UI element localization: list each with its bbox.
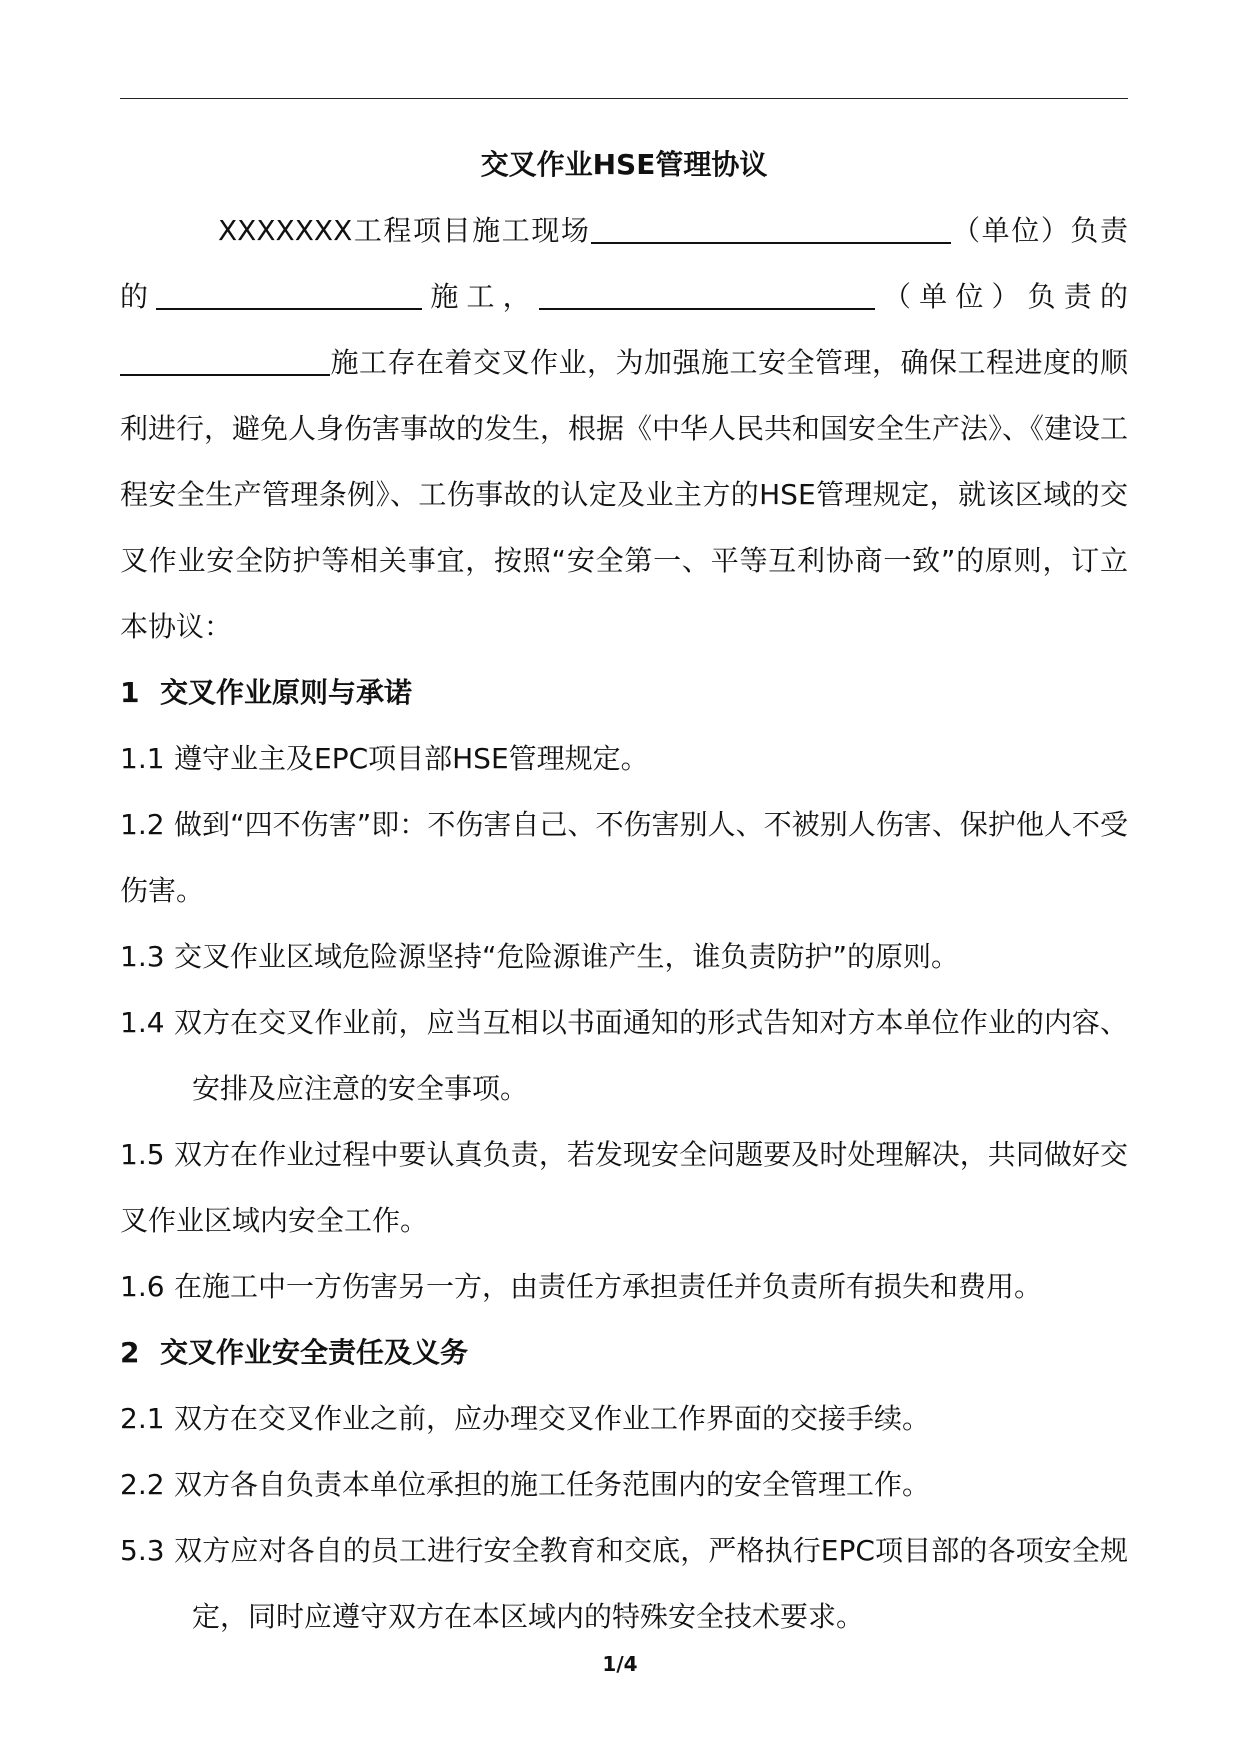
item-number: 1.5	[120, 1138, 165, 1171]
list-item	[120, 924, 1128, 990]
work-blank-1[interactable]	[156, 278, 422, 310]
work-blank-2[interactable]	[120, 344, 330, 376]
item-text: 双方在交叉作业之前，应办理交叉作业工作界面的交接手续。	[174, 1402, 931, 1435]
item-number: 1.4	[120, 1006, 165, 1039]
unit-blank-2[interactable]	[539, 278, 875, 310]
section-title: 交叉作业安全责任及义务	[160, 1336, 469, 1369]
document-body	[120, 140, 1128, 1650]
document-title: 交叉作业HSE管理协议	[480, 148, 768, 181]
item-text: 在施工中一方伤害另一方，由责任方承担责任并负责所有损失和费用。	[174, 1270, 1043, 1303]
list-item	[120, 726, 1128, 792]
intro-paragraph	[120, 198, 1128, 660]
intro-text-4: （单位）负责的	[874, 280, 1128, 313]
section-heading	[120, 660, 1128, 726]
section-number: 1	[120, 676, 140, 709]
intro-text-2: （单位）负责的	[120, 214, 1128, 313]
item-text: 遵守业主及EPC项目部HSE管理规定。	[174, 742, 649, 775]
intro-text-1: XXXXXXX工程项目施工现场	[218, 214, 591, 247]
total-pages: 4	[623, 1652, 638, 1676]
list-item	[120, 1122, 1128, 1254]
header-rule	[120, 98, 1128, 99]
unit-blank-1[interactable]	[591, 212, 951, 244]
list-item	[120, 792, 1128, 924]
item-number: 1.6	[120, 1270, 165, 1303]
current-page: 1	[602, 1652, 617, 1676]
item-text: 交叉作业区域危险源坚持“危险源谁产生，谁负责防护”的原则。	[174, 940, 960, 973]
intro-text-5: 施工存在着交叉作业，为加强施工安全管理，确保工程进度的顺利进行，避免人身伤害事故的发生，根据《中华人民共和国安全生产法》、《建设工程安全生产管理条例》、工伤事故的认定及业主方的HSE管理规定，就该区域的交叉作业安全防护等相关事宜，按照“安全第一、平等互利协商一致”的原则，订立本协议：	[120, 346, 1129, 643]
section-number: 2	[120, 1336, 140, 1369]
item-number: 2.1	[120, 1402, 165, 1435]
item-number: 1.3	[120, 940, 165, 973]
intro-text-3: 施工，	[422, 280, 539, 313]
list-item	[120, 1254, 1128, 1320]
item-text: 双方在交叉作业前，应当互相以书面通知的形式告知对方本单位作业的内容、安排及应注意的安全事项。	[174, 1006, 1128, 1105]
item-number: 1.1	[120, 742, 165, 775]
item-number: 5.3	[120, 1534, 165, 1567]
item-text: 双方各自负责本单位承担的施工任务范围内的安全管理工作。	[174, 1468, 931, 1501]
list-item	[120, 1518, 1128, 1650]
list-item	[120, 990, 1128, 1122]
page-number	[0, 1652, 1240, 1676]
section-heading	[120, 1320, 1128, 1386]
section-title: 交叉作业原则与承诺	[160, 676, 413, 709]
page-separator: /	[616, 1652, 624, 1676]
item-text: 双方在作业过程中要认真负责，若发现安全问题要及时处理解决，共同做好交叉作业区域内安全工作。	[120, 1138, 1128, 1237]
list-item	[120, 1452, 1128, 1518]
item-number: 2.2	[120, 1468, 165, 1501]
item-number: 1.2	[120, 808, 165, 841]
list-item	[120, 1386, 1128, 1452]
item-text: 做到“四不伤害”即：不伤害自己、不伤害别人、不被别人伤害、保护他人不受伤害。	[120, 808, 1128, 907]
item-text: 双方应对各自的员工进行安全教育和交底，严格执行EPC项目部的各项安全规定，同时应遵守双方在本区域内的特殊安全技术要求。	[174, 1534, 1128, 1633]
